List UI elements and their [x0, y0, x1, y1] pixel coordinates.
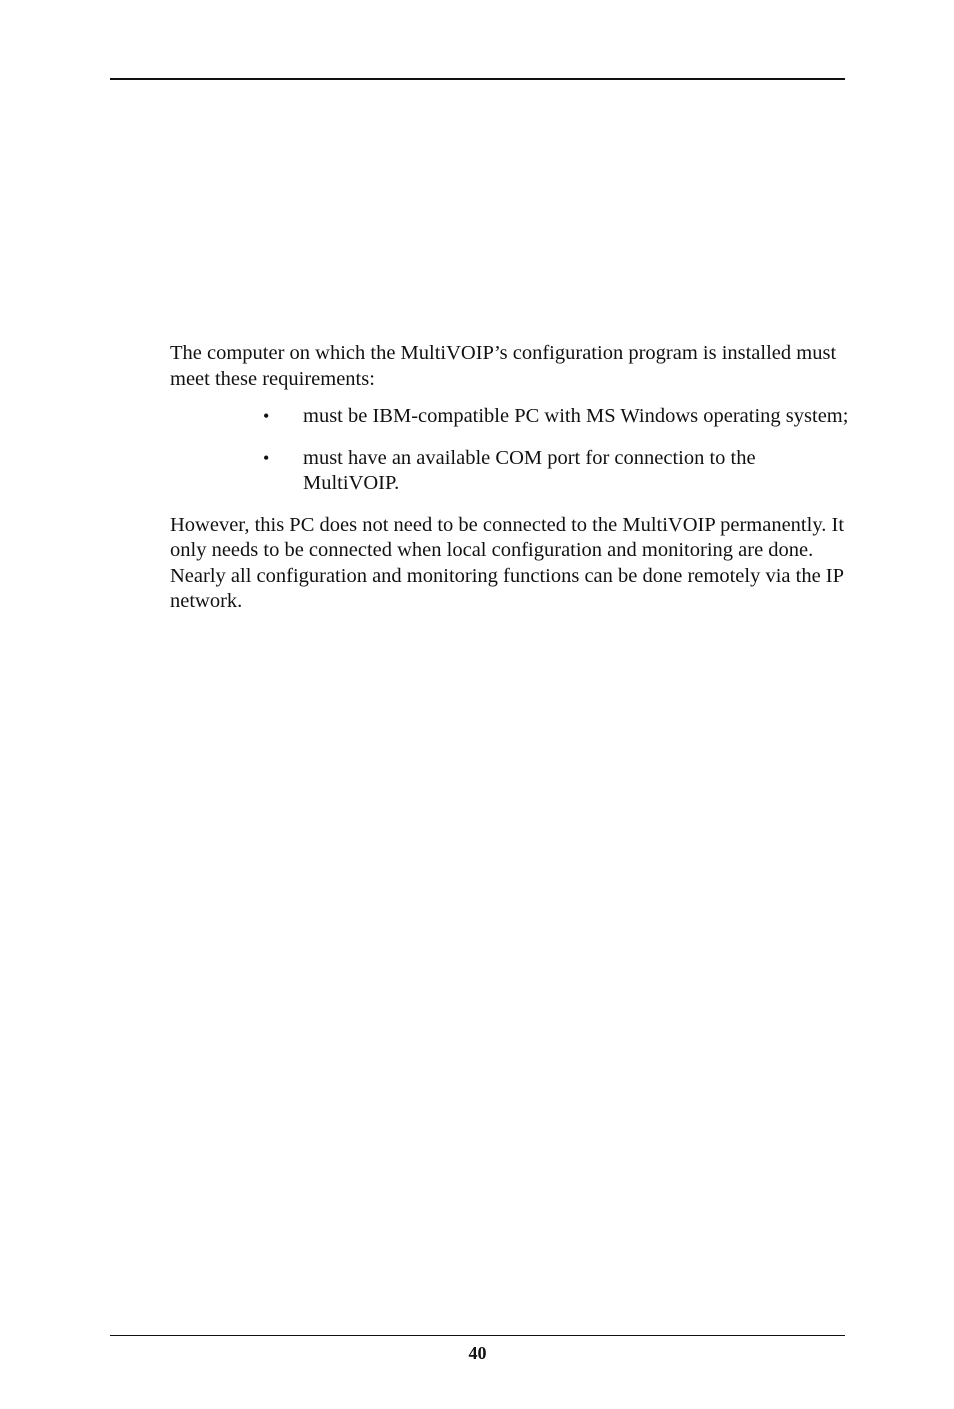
- footer-rule: [110, 1335, 845, 1336]
- page-number: 40: [468, 1343, 487, 1363]
- requirements-list: [170, 404, 850, 497]
- bullet-icon: •: [263, 406, 270, 426]
- bullet-icon: •: [263, 447, 270, 468]
- header-rule: [110, 78, 845, 80]
- closing-paragraph: However, this PC does not need to be connected to the MultiVOIP permanently. It only needs to be connected when local configuration and monitoring are done. Nearly all configuration and monitoring functions can be done remotely via the IP network.: [170, 513, 850, 612]
- intro-paragraph: The computer on which the MultiVOIP’s configuration program is installed must meet these requirements:: [170, 342, 837, 390]
- requirement-item: [170, 446, 850, 497]
- requirement-text: must have an available COM port for connection to the MultiVOIP.: [303, 446, 756, 494]
- page-body: [170, 341, 850, 615]
- requirement-text: must be IBM-compatible PC with MS Windows operating system;: [303, 405, 849, 427]
- requirement-item: [170, 404, 850, 430]
